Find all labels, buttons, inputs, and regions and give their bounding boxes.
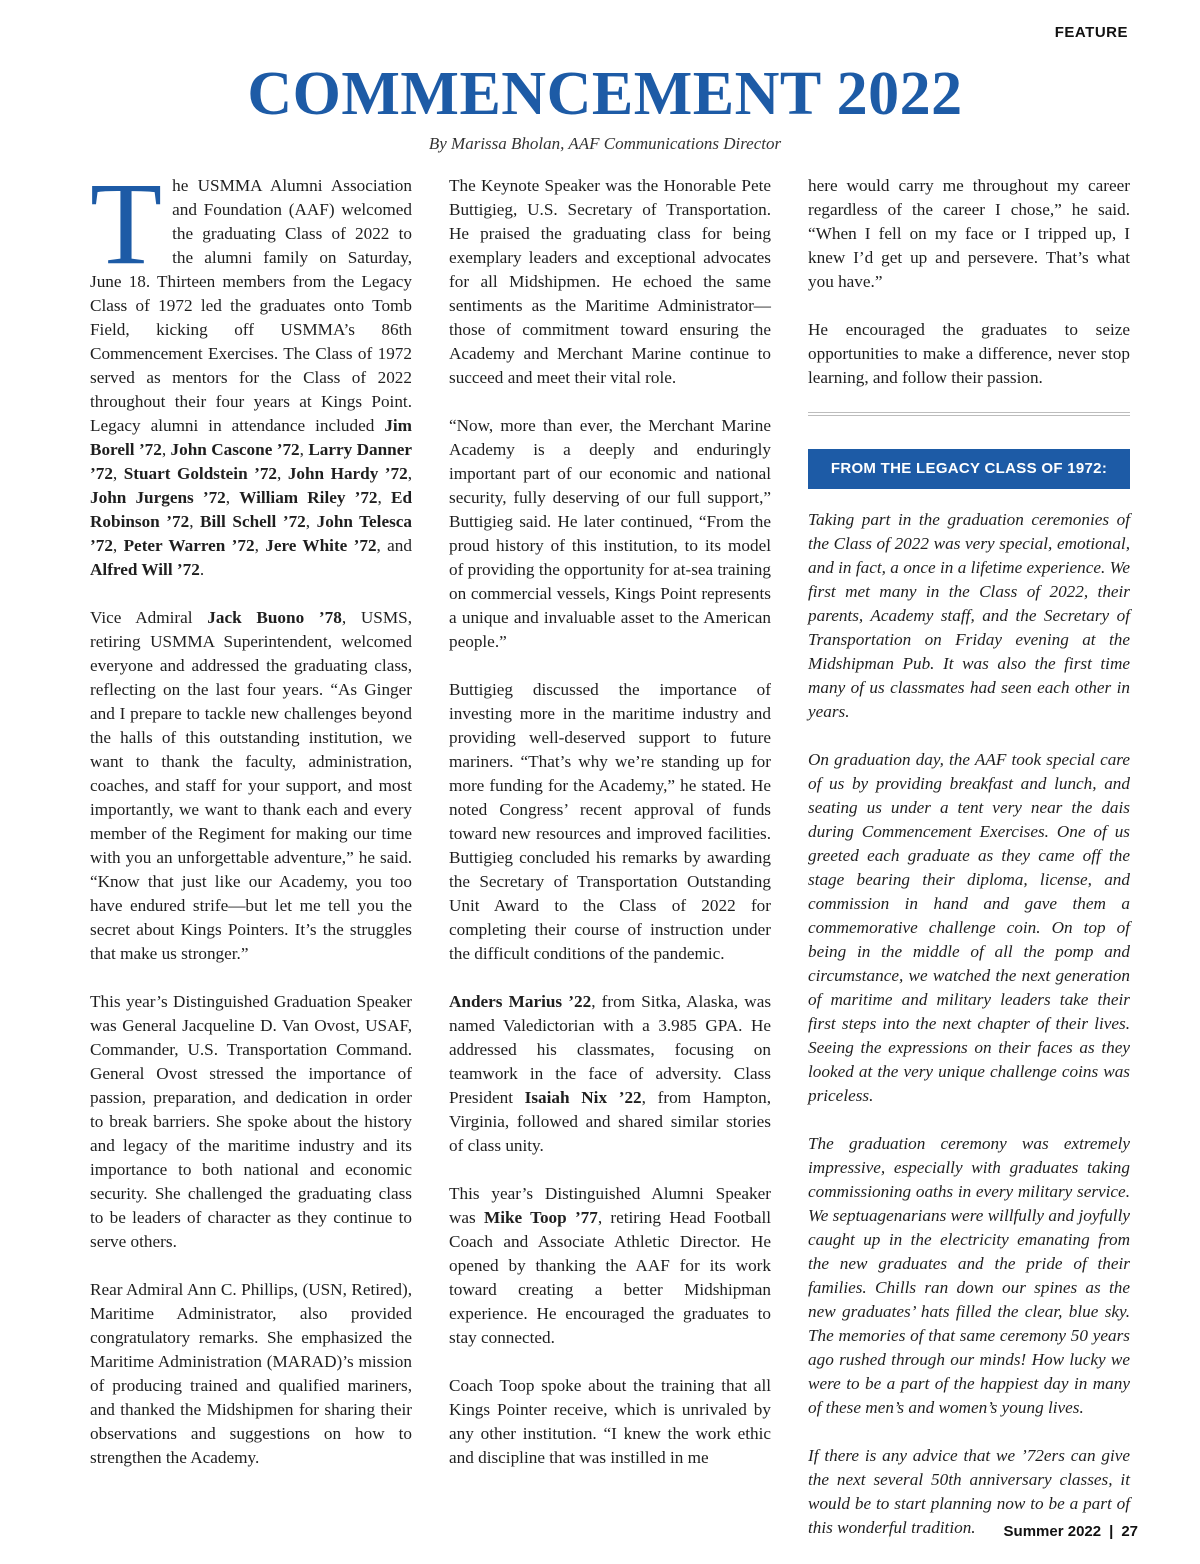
bold-name: Larry Danner ’72 — [90, 440, 413, 483]
text-run: Vice Admiral — [90, 608, 208, 627]
text-run: , — [112, 464, 124, 483]
bold-name: John Jurgens ’72 — [90, 488, 226, 507]
text-run: This year’s Distinguished Graduation Speaker was General Jacqueline D. Van Ovost, USAF, Commander, U.S. Transportation Command. General Ovost stressed the importance of passion, preparation, and dedication in order to break barriers. She spoke about the history and legacy of the maritime industry and its importance to both national and economic security. She challenged the graduating class to be leaders of character as they continue to serve others. — [90, 992, 412, 1251]
text-run: , — [225, 488, 240, 507]
bold-name: Jim Borell ’72 — [90, 416, 412, 459]
text-run: , — [377, 488, 391, 507]
sidebar-heading: FROM THE LEGACY CLASS OF 1972: — [808, 449, 1130, 489]
article-paragraph — [90, 606, 412, 966]
text-run: , — [299, 440, 309, 459]
text-run: here would carry me throughout my career regardless of the career I chose,” he said. “When I fell on my face or I tripped up, I knew I’d get up and persevere. That’s what you have.” — [808, 176, 1130, 291]
bold-name: Peter Warren ’72 — [123, 536, 255, 555]
text-run: The Keynote Speaker was the Honorable Pete Buttigieg, U.S. Secretary of Transportation. He praised the graduating class for being exemplary leaders and exceptional advocates for all Midshipmen. He echoed the same sentiments as the Maritime Administrator—those of commitment toward ensuring the Academy and Merchant Marine continue to succeed and meet their vital role. — [449, 176, 771, 387]
divider-rule — [808, 412, 1130, 416]
text-run: he USMMA Alumni Association and Foundation (AAF) welcomed the graduating Class of 2022 to the alumni family on Saturday, June 18. Thirteen members from the Legacy Class of 1972 led the graduates onto Tomb Field, kicking off USMMA’s 86th Commencement Exercises. The Class of 1972 served as mentors for the Class of 2022 throughout their four years at Kings Point. Legacy alumni in attendance included — [90, 176, 412, 435]
article-paragraph — [90, 990, 412, 1254]
text-run: Rear Admiral Ann C. Phillips, (USN, Retired), Maritime Administrator, also provided congratulatory remarks. She emphasized the Maritime Administration (MARAD)’s mission of producing trained and qualified mariners, and thanked the Midshipmen for sharing their observations and suggestions on how to strengthen the Academy. — [90, 1280, 412, 1467]
text-run: , from Sitka, Alaska, was named Valedictorian with a 3.985 GPA. He addressed his classmates, focusing on teamwork in the face of adversity. Class President — [449, 992, 772, 1107]
bold-name: John Cascone ’72 — [170, 440, 300, 459]
drop-cap: T — [90, 158, 163, 289]
bold-name: John Telesca ’72 — [90, 512, 412, 555]
bold-name: Jere White ’72 — [265, 536, 377, 555]
text-run: , USMS, retiring USMMA Superintendent, welcomed everyone and addressed the graduating class, reflecting on the last four years. “As Ginger and I prepare to tackle new challenges beyond the halls of this outstanding institution, we want to thank the faculty, administration, coaches, and staff for your support, and most importantly, we want to thank each and every member of the Regiment for making our time with you an unforgettable adventure,” he said. “Know that just like our Academy, you too have endured strife—but let me tell you the secret about Kings Pointers. It’s the struggles that make us stronger.” — [90, 608, 413, 963]
text-run: Coach Toop spoke about the training that all Kings Pointer receive, which is unrivaled by any other institution. “I knew the work ethic and discipline that was instilled in me — [449, 1376, 771, 1467]
text-run: , — [254, 536, 266, 555]
bold-name: Alfred Will ’72 — [90, 560, 200, 579]
article-paragraph — [449, 1182, 771, 1350]
article-paragraph — [808, 318, 1130, 390]
article-paragraph — [449, 174, 771, 390]
sidebar-text — [808, 508, 1130, 1564]
text-run: , — [305, 512, 317, 531]
issue-label: Summer 2022 — [1003, 1523, 1102, 1540]
bold-name: Stuart Goldstein ’72 — [123, 464, 278, 483]
text-run: Buttigieg discussed the importance of investing more in the maritime industry and providing well-deserved support to future mariners. “That’s why we’re standing up for more funding for the Academy,” he stated. He noted Congress’ recent approval of funds toward new resources and improved facilities. Buttigieg concluded his remarks by awarding the Secretary of Transportation Outstanding Unit Award to the Class of 2022 for completing their course of instruction under the difficult conditions of the pandemic. — [449, 680, 771, 963]
bold-name: Jack Buono ’78 — [207, 608, 342, 627]
text-run: , — [189, 512, 201, 531]
text-run: This year’s Distinguished Alumni Speaker was — [449, 1184, 771, 1227]
text-run: He encouraged the graduates to seize opportunities to make a difference, never stop learning, and follow their passion. — [808, 320, 1130, 387]
article-paragraph — [808, 174, 1130, 294]
article-paragraph — [449, 678, 771, 966]
article-paragraph — [90, 1278, 412, 1470]
sidebar-paragraph: On graduation day, the AAF took special care of us by providing breakfast and lunch, and seating us under a tent very near the dais during Commencement Exercises. One of us greeted each graduate as they came off the stage bearing their diploma, license, and commission in hand and gave them a commemorative challenge coin. On top of being in the middle of all the pomp and circumstance, we watched the next generation of maritime and military leaders take their first steps into the next chapter of their lives. Seeing the expressions on their faces as they looked at the very unique challenge coins was priceless. — [808, 750, 1130, 1105]
text-run: , — [407, 464, 413, 483]
bold-name: Isaiah Nix ’22 — [524, 1088, 642, 1107]
text-run: . — [199, 560, 205, 579]
footer-separator: | — [1109, 1523, 1114, 1540]
text-run: , from Hampton, Virginia, followed and shared similar stories of class unity. — [449, 1088, 772, 1155]
page-footer — [1004, 1523, 1138, 1540]
bold-name: Ed Robinson ’72 — [90, 488, 413, 531]
sidebar-paragraph: Taking part in the graduation ceremonies of the Class of 2022 was very special, emotional, and in fact, a once in a lifetime experience. We first met many in the Class of 2022, their parents, Academy staff, and the Secretary of Transportation on Friday evening at the Midshipman Pub. It was also the first time many of us classmates had seen each other in years. — [808, 510, 1130, 721]
text-run: , — [112, 536, 124, 555]
bold-name: Anders Marius ’22 — [449, 992, 592, 1011]
text-run: , retiring Head Football Coach and Associate Athletic Director. He opened by thanking the AAF for its work toward creating a better Midshipman experience. He encouraged the graduates to stay connected. — [449, 1208, 771, 1347]
article-paragraph — [449, 990, 771, 1158]
byline: By Marissa Bholan, AAF Communications Director — [428, 134, 782, 153]
page-number: 27 — [1121, 1523, 1138, 1540]
article-paragraph — [449, 414, 771, 654]
text-run: “Now, more than ever, the Merchant Marine Academy is a deeply and enduringly important part of our economic and national security, fully deserving of our full support,” Buttigieg said. He later continued, “From the proud history of this institution, to its model of providing the opportunity for at-sea training on commercial vessels, Kings Point represents a unique and invaluable asset to the American people.” — [449, 416, 771, 651]
article-column-1 — [90, 158, 413, 1494]
section-label: FEATURE — [1054, 24, 1128, 41]
sidebar-paragraph: If there is any advice that we ’72ers can give the next several 50th anniversary classes, it would be to start planning now to be a part of this wonderful tradition. — [808, 1446, 1130, 1537]
sidebar-paragraph: The graduation ceremony was extremely impressive, especially with graduates taking commissioning oaths in every military service. We septuagenarians were willfully and joyfully caught up in the electricity emanating from the new graduates and the pride of their families. Chills ran down our spines as the new graduates’ hats filled the clear, blue sky. The memories of that same ceremony 50 years ago rushed through our minds! How lucky we were to be a part of the happiest day in many of these men’s and women’s young lives. — [808, 1134, 1130, 1417]
text-run: , — [277, 464, 288, 483]
bold-name: John Hardy ’72 — [287, 464, 408, 483]
bold-name: Mike Toop ’77 — [483, 1208, 598, 1227]
article-paragraph — [449, 1374, 771, 1470]
article-title: COMMENCEMENT 2022 — [247, 60, 963, 128]
text-run: , and — [376, 536, 412, 555]
article-column-2 — [449, 174, 771, 1494]
bold-name: William Riley ’72 — [239, 488, 378, 507]
text-run: , — [161, 440, 171, 459]
article-column-3 — [808, 174, 1130, 414]
bold-name: Bill Schell ’72 — [200, 512, 306, 531]
